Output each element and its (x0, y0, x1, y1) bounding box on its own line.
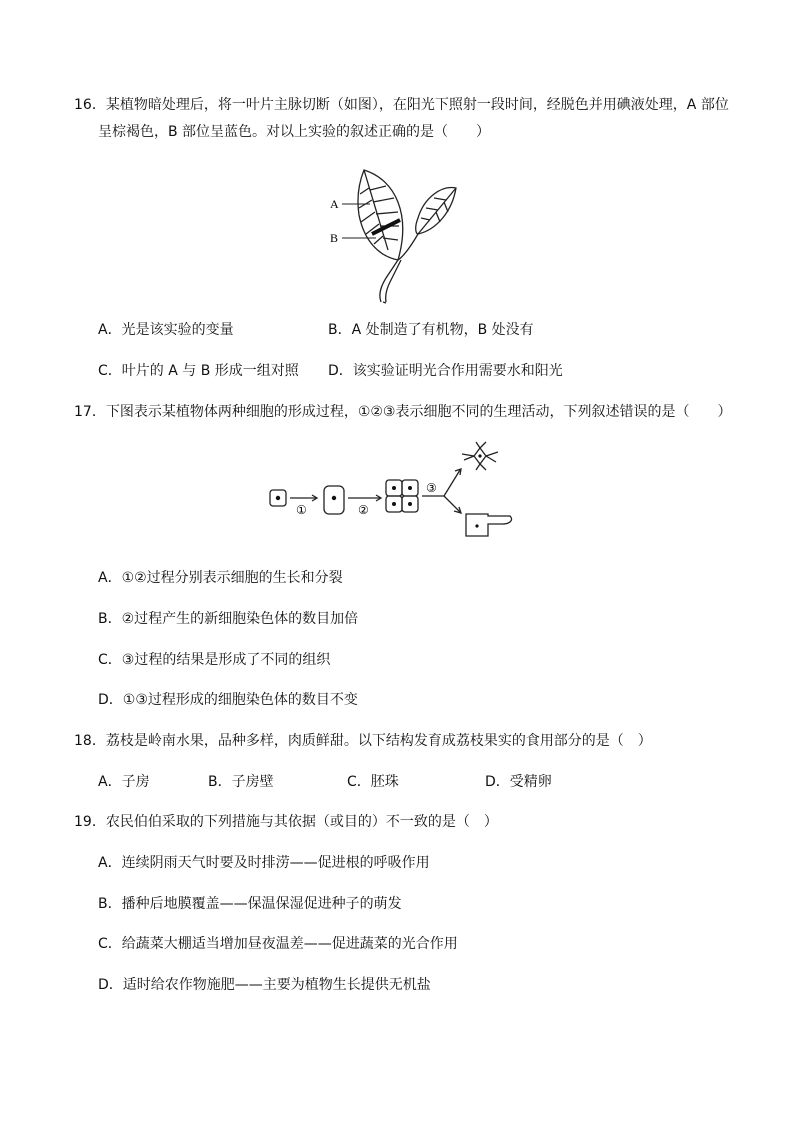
label-a: A (330, 197, 339, 211)
step1-label: ① (296, 503, 307, 517)
q17-stem: 17．下图表示某植物体两种细胞的形成过程，①②③表示细胞不同的生理活动，下列叙述错误的是（ ） (74, 404, 732, 420)
q19-option-c[interactable]: C．给蔬菜大棚适当增加昼夜温差——促进蔬菜的光合作用 (98, 936, 458, 952)
q18-option-c[interactable]: C．胚珠 (347, 774, 399, 790)
q16-option-b[interactable]: B．A 处制造了有机物，B 处没有 (328, 322, 534, 338)
q16-leaf-figure (326, 160, 466, 305)
q19-option-a[interactable]: A．连续阴雨天气时要及时排涝——促进根的呼吸作用 (98, 855, 430, 871)
q18-option-d[interactable]: D．受精卵 (485, 774, 552, 790)
q17-option-c[interactable]: C．③过程的结果是形成了不同的组织 (98, 652, 331, 668)
q18-option-a[interactable]: A．子房 (98, 774, 150, 790)
q16-option-a[interactable]: A．光是该实验的变量 (98, 322, 234, 338)
step3-label: ③ (426, 481, 437, 495)
q17-option-b[interactable]: B．②过程产生的新细胞染色体的数目加倍 (98, 611, 359, 627)
q16-stem-line2: 呈棕褐色，B 部位呈蓝色。对以上实验的叙述正确的是（ ） (98, 124, 491, 140)
q18-option-b[interactable]: B．子房壁 (208, 774, 274, 790)
elongated-cell (466, 514, 512, 536)
q16-option-c[interactable]: C．叶片的 A 与 B 形成一组对照 (98, 363, 299, 379)
q19-option-d[interactable]: D．适时给农作物施肥——主要为植物生长提供无机盐 (98, 977, 431, 993)
cut-mark (372, 220, 400, 234)
large-leaf-outline (358, 170, 403, 260)
q18-stem: 18．荔枝是岭南水果，品种多样，肉质鲜甜。以下结构发育成荔枝果实的食用部分的是（ ） (74, 733, 652, 749)
q19-option-b[interactable]: B．播种后地膜覆盖——保温保湿促进种子的萌发 (98, 896, 402, 912)
q16-option-d[interactable]: D．该实验证明光合作用需要水和阳光 (328, 363, 563, 379)
q17-cell-figure (262, 440, 532, 540)
step2-label: ② (358, 503, 369, 517)
q17-option-d[interactable]: D．①③过程形成的细胞染色体的数目不变 (98, 692, 358, 708)
q16-stem-line1: 16．某植物暗处理后，将一叶片主脉切断（如图），在阳光下照射一段时间，经脱色并用碘液处理，A 部位 (74, 97, 729, 113)
label-b: B (330, 231, 339, 245)
q17-option-a[interactable]: A．①②过程分别表示细胞的生长和分裂 (98, 570, 343, 586)
q19-stem: 19．农民伯伯采取的下列措施与其依据（或目的）不一致的是（ ） (74, 814, 498, 830)
